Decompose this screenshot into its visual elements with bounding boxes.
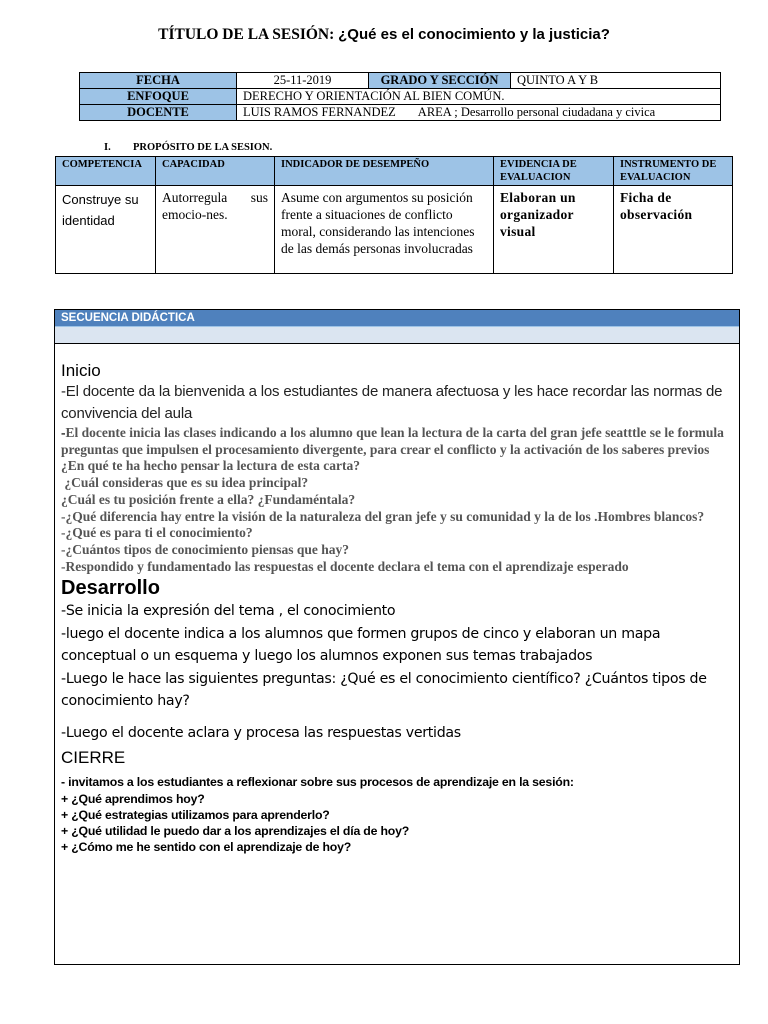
purpose-table bbox=[55, 156, 733, 274]
purpose-number: I. bbox=[104, 142, 111, 153]
area-value: AREA ; Desarrollo personal ciudadana y civica bbox=[417, 105, 656, 119]
info-row-fecha bbox=[80, 73, 721, 89]
cierre-list bbox=[61, 774, 733, 855]
cierre-item: + ¿Qué utilidad le puedo dar a los aprendizajes el día de hoy? bbox=[61, 823, 410, 838]
cell-evidencia: Elaboran un organizador visual bbox=[494, 186, 614, 274]
cierre-item: + ¿Qué aprendimos hoy? bbox=[61, 791, 205, 806]
col-capacidad: CAPACIDAD bbox=[156, 157, 275, 186]
desarrollo-title: Desarrollo bbox=[61, 577, 160, 600]
cell-capacidad: Autorregula sus emocio-nes. bbox=[156, 186, 275, 274]
info-table bbox=[79, 72, 721, 121]
purpose-title: PROPÓSITO DE LA SESION. bbox=[133, 142, 273, 153]
info-row-docente bbox=[80, 105, 721, 121]
cell-instrumento: Ficha de observación bbox=[614, 186, 733, 274]
sequence-header: SECUENCIA DIDÁCTICA bbox=[55, 310, 739, 326]
docente-cell bbox=[237, 105, 721, 121]
docente-value: LUIS RAMOS FERNANDEZ bbox=[243, 105, 396, 119]
desarrollo-item: -Luego le hace las siguientes preguntas: ¿Qué es el conocimiento científico? ¿Cuántos tipos de conocimiento hay? bbox=[61, 670, 707, 710]
inicio-item: -¿Qué es para ti el conocimiento? bbox=[61, 525, 253, 541]
col-evidencia: EVIDENCIA DE EVALUACION bbox=[494, 157, 614, 186]
col-indicador: INDICADOR DE DESEMPEÑO bbox=[275, 157, 494, 186]
cierre-item: + ¿Cómo me he sentido con el aprendizaje de hoy? bbox=[61, 840, 352, 855]
sequence-band bbox=[55, 326, 739, 344]
desarrollo-item: -luego el docente indica a los alumnos que formen grupos de cinco y elaboran un mapa conceptual o un esquema y luego los alumnos exponen sus temas trabajados bbox=[61, 625, 661, 665]
col-competencia: COMPETENCIA bbox=[56, 157, 156, 186]
cell-competencia: Construye su identidad bbox=[56, 186, 156, 274]
inicio-item: -¿Cuántos tipos de conocimiento piensas que hay? bbox=[61, 541, 350, 557]
fecha-value: 25-11-2019 bbox=[237, 73, 369, 89]
desarrollo-item: -Luego el docente aclara y procesa las respuestas vertidas bbox=[61, 724, 461, 741]
sequence-section bbox=[54, 309, 740, 965]
table-row bbox=[56, 186, 733, 274]
inicio-item: -El docente inicia las clases indicando a los alumno que lean la lectura de la carta del gran jefe seatttle se le formula preguntas que impulsen el procesamiento divergente, para crear el conflicto y la activación de los saberes previos bbox=[61, 425, 724, 457]
docente-label: DOCENTE bbox=[80, 105, 237, 121]
inicio-item: ¿En qué te ha hecho pensar la lectura de esta carta? bbox=[61, 458, 360, 474]
cierre-title: CIERRE bbox=[61, 748, 126, 768]
grado-label: GRADO Y SECCIÓN bbox=[369, 73, 511, 89]
inicio-item-text: El docente inicia las clases indicando a los alumno que lean la lectura de la carta del gran jefe seatttle se le formula preguntas que impulsen el procesamiento divergente, para crear el conflicto y la activación de los saberes previos bbox=[61, 425, 724, 457]
session-title-text: ¿Qué es el conocimiento y la justicia? bbox=[338, 26, 610, 43]
fecha-label: FECHA bbox=[80, 73, 237, 89]
sequence-body bbox=[55, 361, 739, 855]
session-title-prefix: TÍTULO DE LA SESIÓN: bbox=[158, 26, 335, 43]
desarrollo-item: -Se inicia la expresión del tema , el conocimiento bbox=[61, 603, 396, 620]
inicio-item: -Respondido y fundamentado las respuestas el docente declara el tema con el aprendizaje esperado bbox=[61, 558, 629, 574]
enfoque-label: ENFOQUE bbox=[80, 89, 237, 105]
purpose-table-header bbox=[56, 157, 733, 186]
cierre-item: - invitamos a los estudiantes a reflexionar sobre sus procesos de aprendizaje en la sesión: bbox=[61, 775, 574, 790]
inicio-title: Inicio bbox=[61, 361, 101, 380]
purpose-heading bbox=[104, 142, 272, 153]
inicio-item: -¿Qué diferencia hay entre la visión de la naturaleza del gran jefe y su comunidad y la de los .Hombres blancos? bbox=[61, 508, 705, 524]
cierre-item: + ¿Qué estrategias utilizamos para aprenderlo? bbox=[61, 807, 330, 822]
col-instrumento: INSTRUMENTO DE EVALUACION bbox=[614, 157, 733, 186]
inicio-item: ¿Cuál consideras que es su idea principal? bbox=[61, 475, 309, 491]
info-row-enfoque bbox=[80, 89, 721, 105]
grado-value: QUINTO A Y B bbox=[511, 73, 721, 89]
cell-indicador: Asume con argumentos su posición frente a situaciones de conflicto moral, considerando las intenciones de las demás personas involucradas bbox=[275, 186, 494, 274]
session-title bbox=[0, 26, 768, 44]
enfoque-value: DERECHO Y ORIENTACIÓN AL BIEN COMÚN. bbox=[237, 89, 721, 105]
inicio-item: ¿Cuál es tu posición frente a ella? ¿Fundaméntala? bbox=[61, 491, 356, 507]
inicio-intro: -El docente da la bienvenida a los estudiantes de manera afectuosa y les hace recordar las normas de convivencia del aula bbox=[61, 383, 723, 422]
